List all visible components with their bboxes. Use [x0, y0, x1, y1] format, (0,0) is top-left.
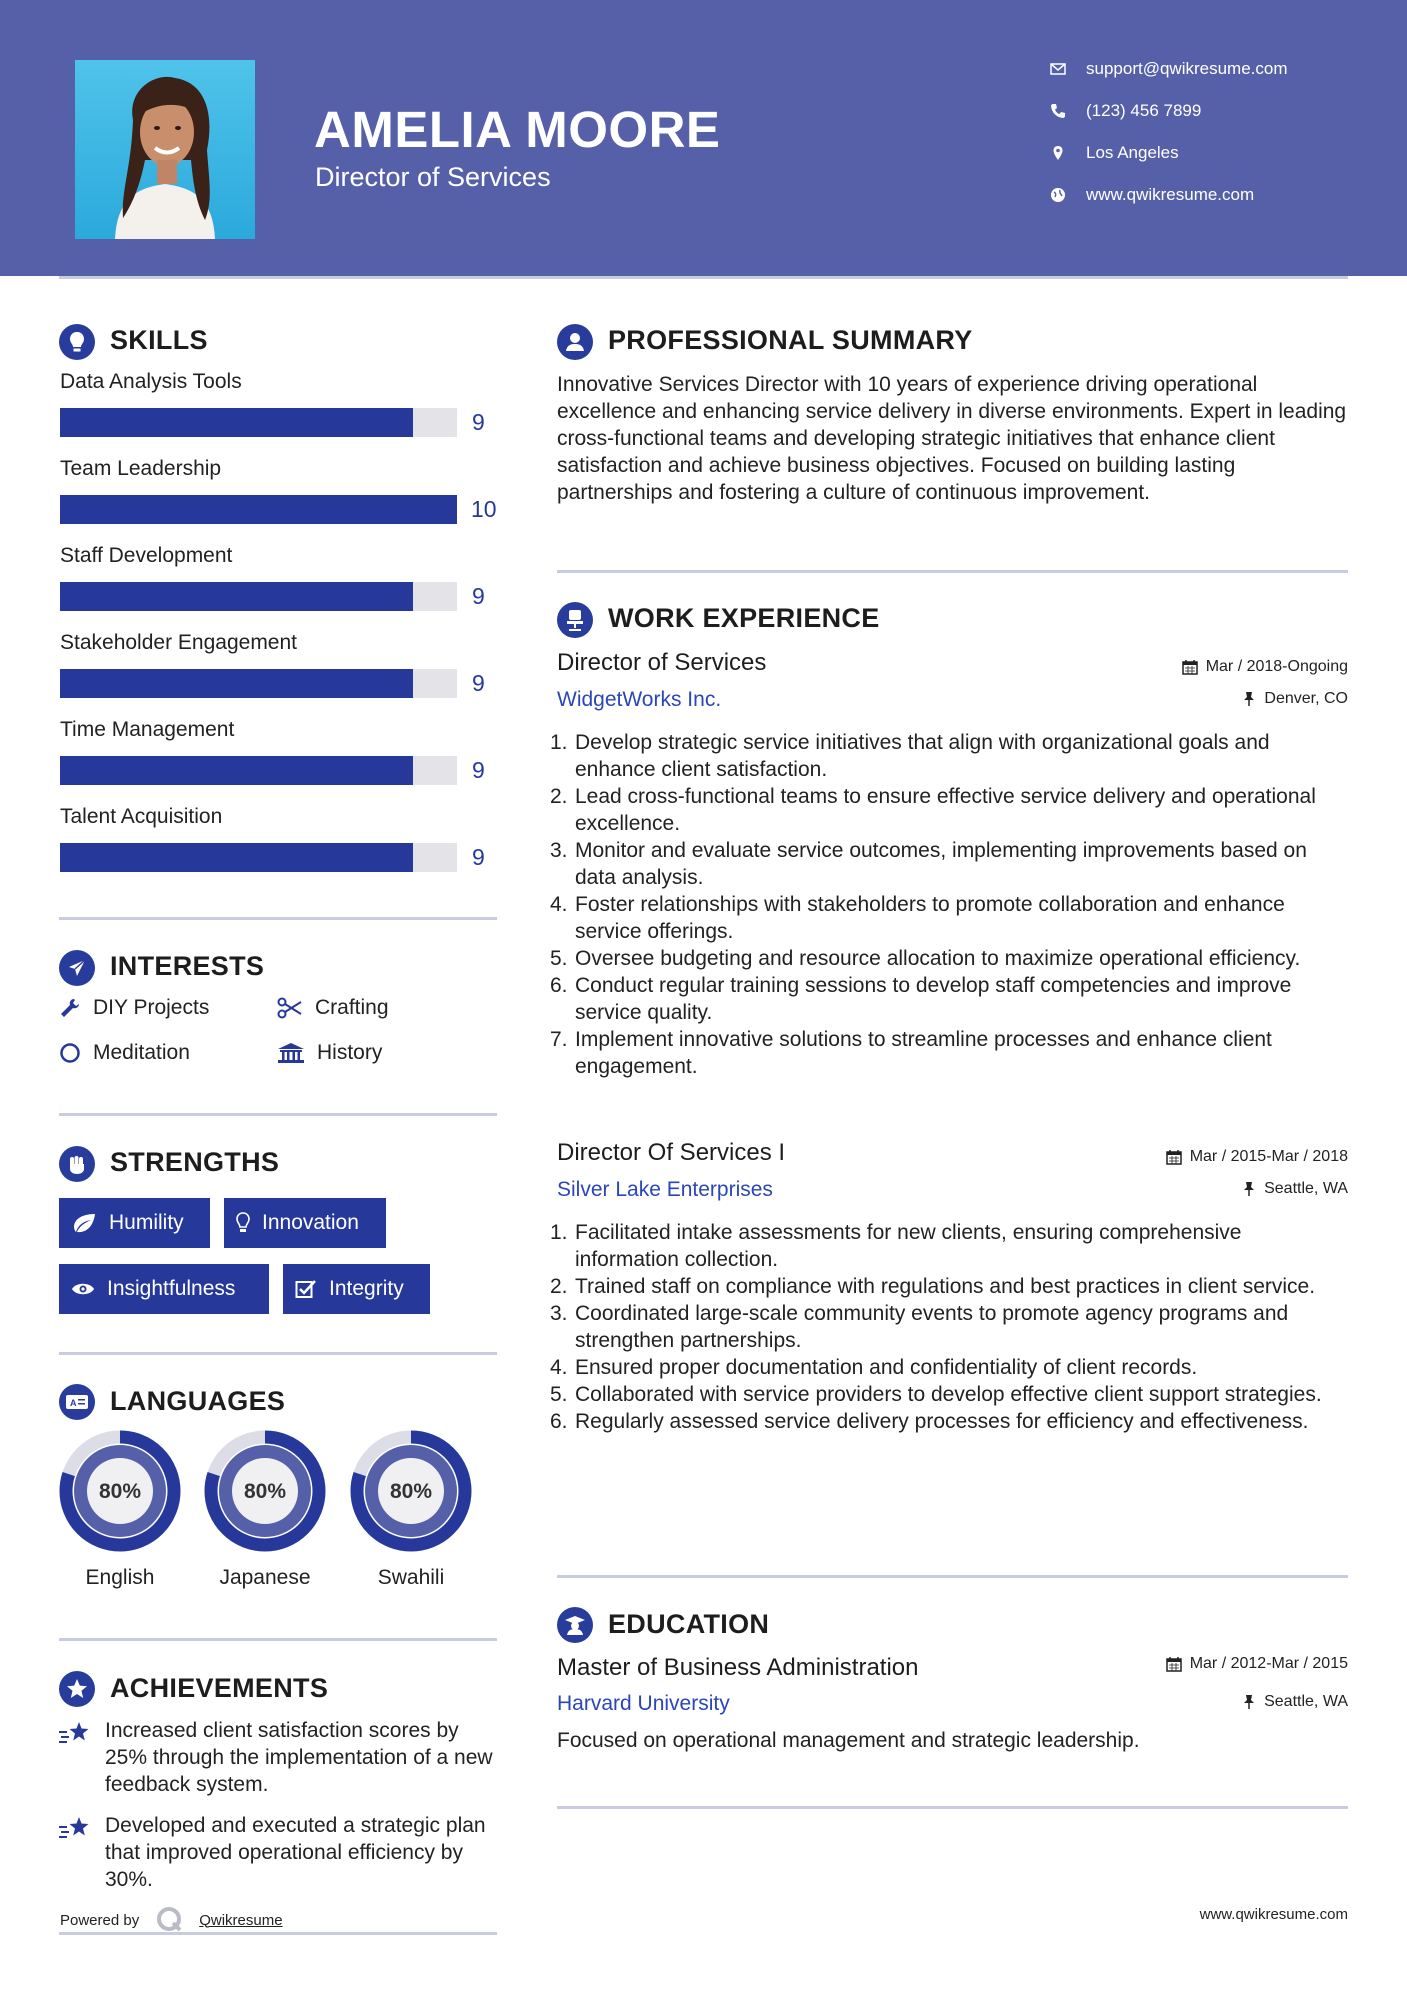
- user-icon: [557, 324, 593, 360]
- duty-text: Lead cross-functional teams to ensure effective service delivery and operational excellence.: [575, 785, 1316, 835]
- languages-heading: LANGUAGES: [110, 1386, 286, 1416]
- job-location-text: Denver, CO: [1264, 690, 1348, 707]
- degree-title: Master of Business Administration: [557, 1654, 919, 1681]
- job-dates: [1166, 1148, 1348, 1166]
- skill-label: Time Management: [60, 718, 235, 741]
- duty-item: 7. Implement innovative solutions to streamline processes and enhance client engagement.: [550, 1028, 1272, 1078]
- skill-bar-fill: [60, 843, 413, 872]
- duty-item: 6. Conduct regular training sessions to develop staff competencies and improve service quality.: [550, 974, 1292, 1024]
- interest-item: [59, 1041, 190, 1065]
- language-ring: [59, 1430, 181, 1552]
- duty-item: 2. Trained staff on compliance with regulations and best practices in client service.: [550, 1275, 1316, 1298]
- interest-item: [277, 1041, 382, 1065]
- section-divider: [59, 1352, 497, 1355]
- summary-heading: PROFESSIONAL SUMMARY: [608, 325, 973, 355]
- company-name[interactable]: Silver Lake Enterprises: [557, 1178, 773, 1201]
- strength-label: Integrity: [329, 1277, 404, 1300]
- interest-item: [277, 996, 389, 1020]
- duty-item: 3. Monitor and evaluate service outcomes, implementing improvements based on data analysis.: [550, 839, 1307, 889]
- duty-text: Coordinated large-scale community events to promote agency programs and strengthen partnerships.: [575, 1302, 1289, 1352]
- skill-label: Staff Development: [60, 544, 233, 567]
- achievements-heading: ACHIEVEMENTS: [110, 1673, 329, 1703]
- duty-item: 3. Coordinated large-scale community events to promote agency programs and strengthen partnerships.: [550, 1302, 1289, 1352]
- powered-by: [60, 1905, 283, 1935]
- duty-item: 4. Foster relationships with stakeholders to promote collaboration and enhance service offerings.: [550, 893, 1285, 943]
- skill-bar-fill: [60, 756, 413, 785]
- duty-text: Oversee budgeting and resource allocation to maximize operational efficiency.: [575, 947, 1301, 970]
- duty-item: 5. Collaborated with service providers to develop effective client support strategies.: [550, 1383, 1322, 1406]
- skill-bar-fill: [60, 582, 413, 611]
- skill-score: 9: [472, 844, 485, 870]
- section-divider: [59, 917, 497, 920]
- chair-icon: [557, 602, 593, 638]
- language-label: Japanese: [219, 1566, 311, 1589]
- strength-badge: [59, 1198, 210, 1248]
- interest-item: [59, 996, 209, 1020]
- skill-bar-track: [60, 669, 457, 698]
- interest-label: History: [317, 1041, 383, 1064]
- skill-score: 10: [471, 496, 497, 522]
- education-location: [1242, 1693, 1348, 1711]
- contact-email[interactable]: [1050, 57, 1288, 81]
- job-location-text: Seattle, WA: [1264, 1180, 1348, 1197]
- powered-by-label: Powered by: [60, 1911, 140, 1929]
- skill-score: 9: [472, 757, 485, 783]
- experience-heading: WORK EXPERIENCE: [608, 603, 880, 633]
- paper-plane-icon: [59, 950, 95, 986]
- candidate-title: Director of Services: [315, 162, 551, 192]
- skills-heading: SKILLS: [110, 325, 208, 355]
- job-location: [1242, 1180, 1348, 1198]
- language-percent: 80%: [98, 1480, 142, 1503]
- profile-photo: [75, 60, 255, 239]
- section-divider: [557, 1575, 1348, 1578]
- language-percent: 80%: [389, 1480, 433, 1503]
- summary-text: Innovative Services Director with 10 years of experience driving operational excellence and enhancing service delivery in diverse environments. Expert in leading cross-functional teams and developing strategic initiatives that enhance client satisfaction and achieve business objectives. Focused on building lasting partnerships and fostering a culture of continuous improvement.: [557, 373, 1347, 504]
- job-dates-text: Mar / 2015-Mar / 2018: [1189, 1148, 1348, 1165]
- duty-item: 1. Develop strategic service initiatives that align with organizational goals and enhance client satisfaction.: [550, 731, 1270, 781]
- duty-item: 5. Oversee budgeting and resource allocation to maximize operational efficiency.: [550, 947, 1301, 970]
- website-text[interactable]: www.qwikresume.com: [1086, 185, 1255, 204]
- skill-score: 9: [472, 670, 485, 696]
- duty-text: Foster relationships with stakeholders to promote collaboration and enhance service offerings.: [575, 893, 1285, 943]
- duty-text: Collaborated with service providers to develop effective client support strategies.: [575, 1383, 1322, 1406]
- qwikresume-logo-icon: [155, 1905, 185, 1935]
- strength-badge: [59, 1264, 269, 1314]
- language-label: English: [85, 1566, 155, 1589]
- strengths-heading: STRENGTHS: [110, 1147, 280, 1177]
- skill-bar-track: [60, 582, 457, 611]
- job-location: [1242, 690, 1348, 708]
- skill-score: 9: [472, 409, 485, 435]
- duty-text: Regularly assessed service delivery processes for efficiency and effectiveness.: [575, 1410, 1309, 1433]
- check-square-icon: [295, 1279, 317, 1299]
- duty-text: Implement innovative solutions to streamline processes and enhance client engagement.: [575, 1028, 1272, 1078]
- interest-label: DIY Projects: [93, 996, 210, 1019]
- skill-bar-fill: [60, 408, 413, 437]
- contact-location: [1050, 141, 1179, 165]
- strength-label: Insightfulness: [107, 1277, 236, 1300]
- job-dates-text: Mar / 2018-Ongoing: [1205, 658, 1348, 675]
- duty-item: 6. Regularly assessed service delivery processes for efficiency and effectiveness.: [550, 1410, 1309, 1433]
- skill-bar-track: [60, 408, 457, 437]
- scissors-icon: [277, 997, 303, 1019]
- interest-label: Meditation: [93, 1041, 190, 1064]
- duty-text: Conduct regular training sessions to develop staff competencies and improve service quality.: [575, 974, 1292, 1024]
- candidate-name: AMELIA MOORE: [314, 101, 721, 158]
- duty-item: 4. Ensured proper documentation and confidentiality of client records.: [550, 1356, 1198, 1379]
- contact-phone[interactable]: [1050, 99, 1201, 123]
- circle-icon: [59, 1042, 81, 1064]
- strength-badge: [224, 1198, 386, 1248]
- email-text[interactable]: support@qwikresume.com: [1086, 59, 1288, 78]
- duty-text: Ensured proper documentation and confidentiality of client records.: [575, 1356, 1198, 1379]
- strength-label: Humility: [109, 1211, 184, 1234]
- bank-icon: [277, 1042, 305, 1064]
- skill-label: Team Leadership: [60, 457, 222, 480]
- job-title: Director Of Services I: [557, 1139, 786, 1166]
- calendar-icon: [1166, 1149, 1182, 1165]
- lightbulb-icon: [59, 324, 95, 360]
- leaf-icon: [71, 1213, 97, 1233]
- star-badge-icon: [59, 1671, 95, 1707]
- globe-icon: [1050, 187, 1066, 203]
- duty-text: Monitor and evaluate service outcomes, implementing improvements based on data analysis.: [575, 839, 1307, 889]
- fist-icon: [59, 1146, 95, 1182]
- svg-text:A: A: [70, 1398, 77, 1408]
- language-percent: 80%: [243, 1480, 287, 1503]
- skill-score: 9: [472, 583, 485, 609]
- education-dates: [1166, 1655, 1348, 1673]
- section-divider: [557, 570, 1348, 573]
- duty-text: Trained staff on compliance with regulations and best practices in client service.: [575, 1275, 1316, 1298]
- section-divider: [59, 1932, 497, 1935]
- language-ring: [204, 1430, 326, 1552]
- language-icon: [59, 1384, 95, 1420]
- skill-bar-fill: [60, 669, 413, 698]
- duty-text: Develop strategic service initiatives that align with organizational goals and enhance client satisfaction.: [575, 731, 1270, 781]
- skill-bar-track: [60, 843, 457, 872]
- skill-bar-track: [60, 495, 457, 524]
- header-divider: [59, 276, 1348, 279]
- strength-badge: [283, 1264, 430, 1314]
- skill-bar-fill: [60, 495, 457, 524]
- section-divider: [557, 1806, 1348, 1809]
- pushpin-icon: [1242, 691, 1256, 707]
- education-description: Focused on operational management and strategic leadership.: [557, 1729, 1140, 1752]
- shooting-star-icon: [58, 1720, 92, 1751]
- job-title: Director of Services: [557, 649, 767, 676]
- calendar-icon: [1182, 659, 1198, 675]
- school-name[interactable]: Harvard University: [557, 1692, 730, 1715]
- phone-text[interactable]: (123) 456 7899: [1086, 101, 1202, 120]
- duty-text: Facilitated intake assessments for new clients, ensuring comprehensive information collection.: [575, 1221, 1242, 1271]
- achievement-text: Developed and executed a strategic plan that improved operational efficiency by 30%.: [105, 1814, 486, 1891]
- interests-heading: INTERESTS: [110, 951, 265, 981]
- education-dates-text: Mar / 2012-Mar / 2015: [1189, 1655, 1348, 1672]
- phone-icon: [1050, 103, 1066, 119]
- map-pin-icon: [1050, 145, 1066, 161]
- company-name[interactable]: WidgetWorks Inc.: [557, 688, 722, 711]
- graduate-icon: [557, 1607, 593, 1643]
- shooting-star-icon: [58, 1815, 92, 1846]
- language-ring: [350, 1430, 472, 1552]
- education-location-text: Seattle, WA: [1264, 1693, 1348, 1710]
- skill-label: Talent Acquisition: [60, 805, 223, 828]
- section-divider: [59, 1638, 497, 1641]
- duty-item: 2. Lead cross-functional teams to ensure effective service delivery and operational excellence.: [550, 785, 1316, 835]
- interest-label: Crafting: [315, 996, 389, 1019]
- achievement-text: Increased client satisfaction scores by 25% through the implementation of a new feedback system.: [105, 1719, 493, 1796]
- education-heading: EDUCATION: [608, 1609, 770, 1639]
- job-duties-list: [550, 729, 1342, 1080]
- language-label: Swahili: [377, 1566, 445, 1589]
- skill-label: Stakeholder Engagement: [60, 631, 297, 654]
- strength-label: Innovation: [262, 1211, 359, 1234]
- qwikresume-link[interactable]: Qwikresume: [199, 1911, 283, 1929]
- job-dates: [1182, 658, 1348, 676]
- location-text: Los Angeles: [1086, 143, 1179, 162]
- pushpin-icon: [1242, 1694, 1256, 1710]
- envelope-icon: [1050, 61, 1066, 77]
- section-divider: [59, 1113, 497, 1116]
- lightbulb-icon: [236, 1212, 250, 1234]
- job-duties-list: [550, 1219, 1342, 1435]
- duty-item: 1. Facilitated intake assessments for new clients, ensuring comprehensive information collection.: [550, 1221, 1242, 1271]
- contact-website[interactable]: [1050, 183, 1254, 207]
- pushpin-icon: [1242, 1181, 1256, 1197]
- wrench-icon: [59, 997, 81, 1019]
- resume-header: [0, 0, 1407, 276]
- skill-bar-track: [60, 756, 457, 785]
- footer-website[interactable]: www.qwikresume.com: [1199, 1906, 1348, 1923]
- eye-icon: [71, 1281, 95, 1297]
- skill-label: Data Analysis Tools: [60, 370, 242, 393]
- calendar-icon: [1166, 1656, 1182, 1672]
